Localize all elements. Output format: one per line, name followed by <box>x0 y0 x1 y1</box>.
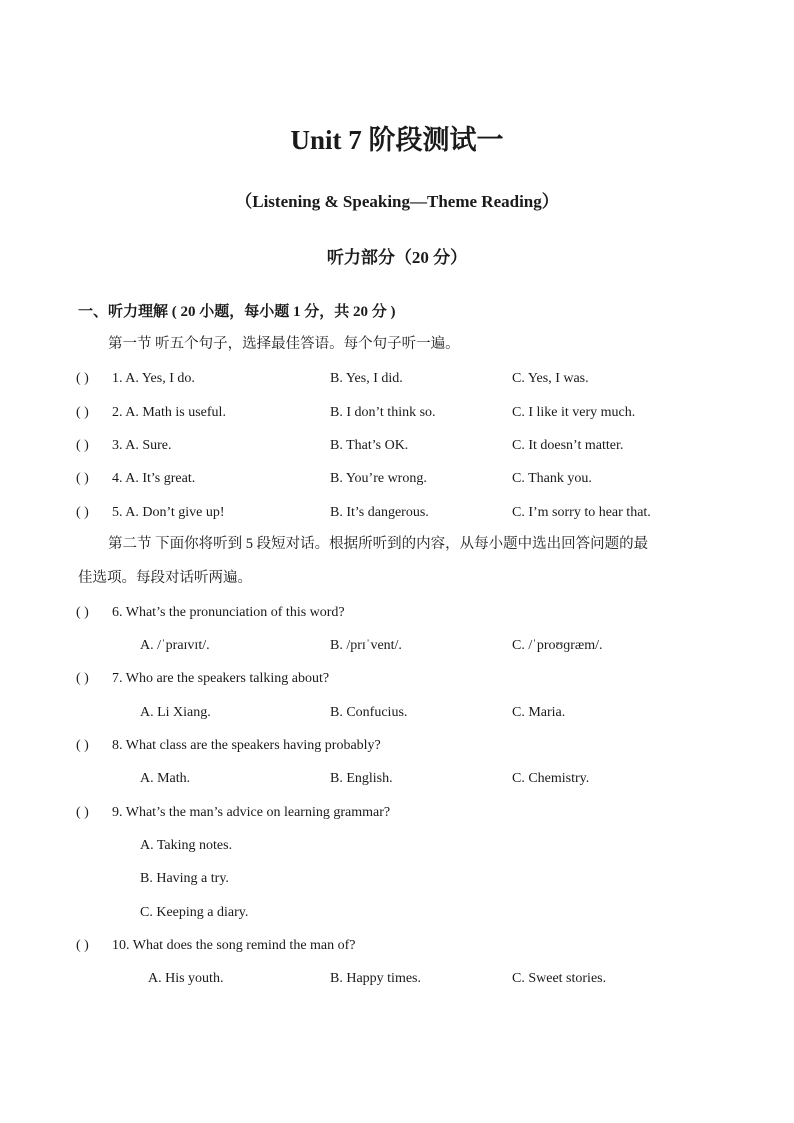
question-stem: 1. A. Yes, I do. <box>112 371 195 386</box>
question-row <box>0 938 794 960</box>
options-row <box>0 905 794 927</box>
question-stem: 5. A. Don’t give up! <box>112 505 225 520</box>
question-stem: 2. A. Math is useful. <box>112 405 226 420</box>
options-row <box>0 838 794 860</box>
question-row <box>0 371 794 393</box>
option-c: C. Thank you. <box>512 471 592 486</box>
option-b: B. Happy times. <box>330 971 421 986</box>
option-a: A. Math. <box>140 771 191 786</box>
option-b: B. /prɪˈvent/. <box>330 638 402 653</box>
option-c: C. It doesn’t matter. <box>512 438 624 453</box>
answer-blank[interactable]: ( ) <box>76 405 89 420</box>
question-row <box>0 438 794 460</box>
instruction-part2-line2: 佳选项。每段对话听两遍。 <box>78 570 252 586</box>
question-row <box>0 671 794 693</box>
question-row <box>0 471 794 493</box>
option-a: A. Taking notes. <box>140 838 233 853</box>
option-b: B. That’s OK. <box>330 438 409 453</box>
options-row <box>0 871 794 893</box>
options-row <box>0 705 794 727</box>
page-subtitle: （Listening & Speaking—Theme Reading） <box>235 192 559 211</box>
option-a: A. /ˈpraɪvɪt/. <box>140 638 210 653</box>
page-title: Unit 7 阶段测试一 <box>290 125 504 155</box>
option-c: C. Yes, I was. <box>512 371 589 386</box>
answer-blank[interactable]: ( ) <box>76 371 89 386</box>
question-stem: 8. What class are the speakers having probably? <box>112 738 381 753</box>
answer-blank[interactable]: ( ) <box>76 805 89 820</box>
question-row <box>0 505 794 527</box>
options-row <box>0 971 794 993</box>
option-c: C. /ˈproʊɡræm/. <box>512 638 603 653</box>
part-heading: 听力部分（20 分） <box>326 248 468 267</box>
question-row <box>0 805 794 827</box>
question-stem: 3. A. Sure. <box>112 438 172 453</box>
answer-blank[interactable]: ( ) <box>76 471 89 486</box>
answer-blank[interactable]: ( ) <box>76 505 89 520</box>
question-row <box>0 605 794 627</box>
option-c: C. Sweet stories. <box>512 971 607 986</box>
answer-blank[interactable]: ( ) <box>76 605 89 620</box>
option-c: C. Keeping a diary. <box>140 905 249 920</box>
option-a: A. Li Xiang. <box>140 705 211 720</box>
option-b: B. English. <box>330 771 393 786</box>
question-stem: 10. What does the song remind the man of? <box>112 938 356 953</box>
option-b: B. Confucius. <box>330 705 408 720</box>
section-heading: 一、听力理解 ( 20 小题，每小题 1 分，共 20 分 ) <box>78 304 396 320</box>
option-c: C. Chemistry. <box>512 771 590 786</box>
question-stem: 9. What’s the man’s advice on learning grammar? <box>112 805 391 820</box>
option-c: C. Maria. <box>512 705 566 720</box>
answer-blank[interactable]: ( ) <box>76 671 89 686</box>
answer-blank[interactable]: ( ) <box>76 438 89 453</box>
option-b: B. It’s dangerous. <box>330 505 429 520</box>
option-b: B. Having a try. <box>140 871 229 886</box>
question-stem: 6. What’s the pronunciation of this word? <box>112 605 345 620</box>
options-row <box>0 771 794 793</box>
options-row <box>0 638 794 660</box>
instruction-part1-text: 第一节 听五个句子，选择最佳答语。每个句子听一遍。 <box>108 336 460 352</box>
instruction-part2-line1: 第二节 下面你将听到 5 段短对话。根据所听到的内容，从每小题中选出回答问题的最 <box>108 536 649 552</box>
option-c: C. I’m sorry to hear that. <box>512 505 651 520</box>
instruction-part2 <box>78 527 728 595</box>
option-b: B. Yes, I did. <box>330 371 403 386</box>
option-b: B. I don’t think so. <box>330 405 436 420</box>
question-stem: 7. Who are the speakers talking about? <box>112 671 330 686</box>
question-row <box>0 738 794 760</box>
option-a: A. His youth. <box>148 971 224 986</box>
answer-blank[interactable]: ( ) <box>76 938 89 953</box>
instruction-part1 <box>78 327 728 361</box>
answer-blank[interactable]: ( ) <box>76 738 89 753</box>
option-c: C. I like it very much. <box>512 405 636 420</box>
option-b: B. You’re wrong. <box>330 471 427 486</box>
question-row <box>0 405 794 427</box>
question-stem: 4. A. It’s great. <box>112 471 196 486</box>
